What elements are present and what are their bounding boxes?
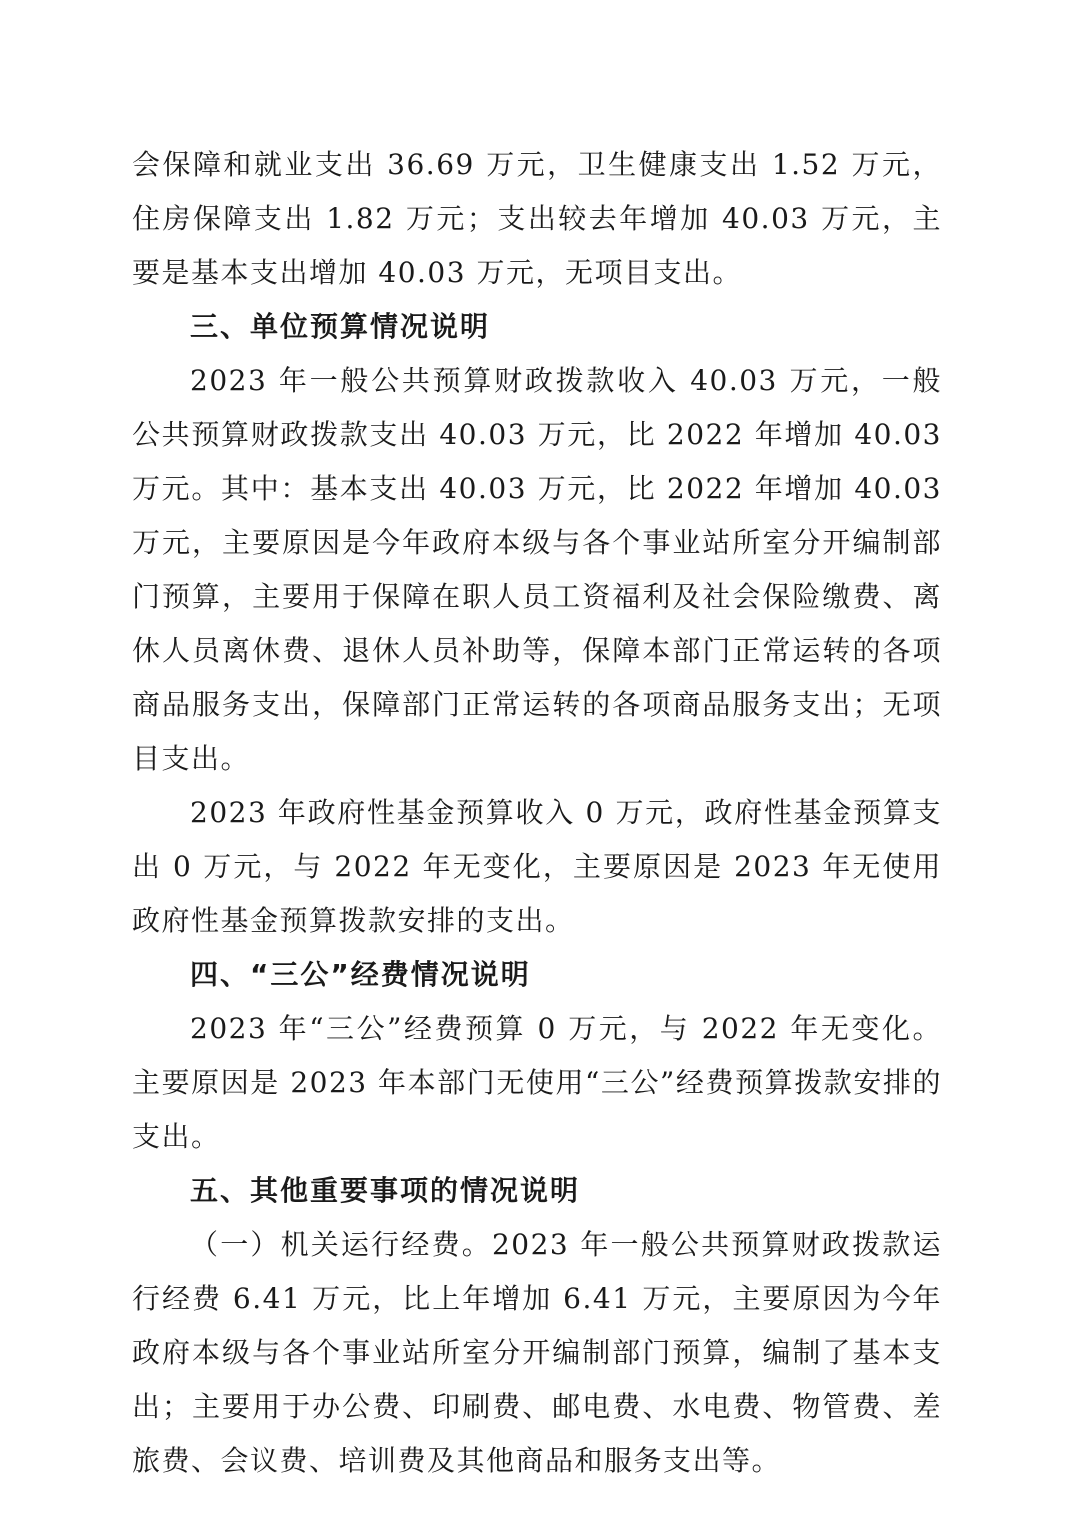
paragraph-general-budget: 2023 年一般公共预算财政拨款收入 40.03 万元，一般公共预算财政拨款支出 40.03 万元，比 2022 年增加 40.03 万元。其中：基本支出 40.03 万元，比 2022 年增加 40.03 万元，主要原因是今年政府本级与各个事业站所室分开编制部门预算，主要用于保障在职人员工资福利及社会保险缴费、离休人员离休费、退休人员补助等，保障本部门正常运转的各项商品服务支出，保障部门正常运转的各项商品服务支出；无项目支出。 bbox=[132, 364, 942, 775]
paragraph-three-public: 2023 年“三公”经费预算 0 万元，与 2022 年无变化。主要原因是 2023 年本部门无使用“三公”经费预算拨款安排的支出。 bbox=[132, 1012, 942, 1153]
section-heading-three-public: 四、“三公”经费情况说明 bbox=[190, 958, 531, 991]
paragraph-fund-budget: 2023 年政府性基金预算收入 0 万元，政府性基金预算支出 0 万元，与 2022 年无变化，主要原因是 2023 年无使用政府性基金预算拨款安排的支出。 bbox=[132, 796, 942, 937]
section-heading-unit-budget: 三、单位预算情况说明 bbox=[190, 310, 491, 343]
paragraph-continuation: 会保障和就业支出 36.69 万元，卫生健康支出 1.52 万元，住房保障支出 1.82 万元；支出较去年增加 40.03 万元，主要是基本支出增加 40.03 万元，无项目支出。 bbox=[132, 148, 942, 289]
paragraph-operating-expenses: （一）机关运行经费。2023 年一般公共预算财政拨款运行经费 6.41 万元，比上年增加 6.41 万元，主要原因为今年政府本级与各个事业站所室分开编制部门预算，编制了基本支出；主要用于办公费、印刷费、邮电费、水电费、物管费、差旅费、会议费、培训费及其他商品和服务支出等。 bbox=[132, 1228, 942, 1477]
section-heading-other-matters: 五、其他重要事项的情况说明 bbox=[190, 1174, 581, 1207]
